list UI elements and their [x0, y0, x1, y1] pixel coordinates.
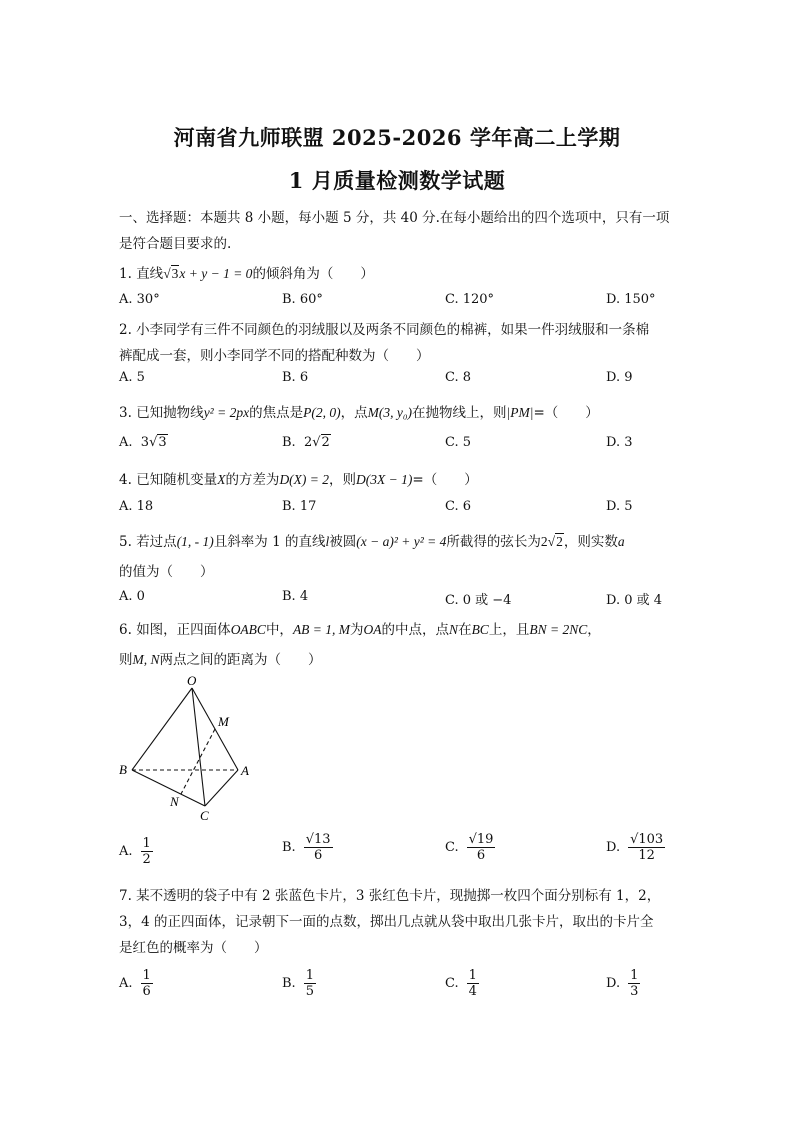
q1-option-b[interactable]: B. 60°: [282, 292, 323, 307]
label-B: B: [119, 762, 127, 777]
q3-option-c[interactable]: C. 5: [445, 435, 472, 450]
q2-option-c[interactable]: C. 8: [445, 370, 472, 385]
section-header: 一、选择题：本题共 8 小题，每小题 5 分，共 40 分.在每小题给出的四个选项中，只有一项: [119, 210, 670, 226]
q4-option-c[interactable]: C. 6: [445, 499, 472, 514]
q1-option-c[interactable]: C. 120°: [445, 292, 495, 307]
q6-option-d[interactable]: D. $\frac{√103}{12}$: [606, 832, 664, 863]
q3-option-b[interactable]: B. 2√2: [282, 435, 330, 450]
label-O: O: [187, 673, 197, 688]
q7-option-c[interactable]: C. $\frac{1}{4}$: [445, 968, 477, 999]
q5-option-a[interactable]: A. 0: [119, 589, 145, 604]
question-7-line1: 7. 某不透明的袋子中有 2 张蓝色卡片，3 张红色卡片，现抛掷一枚四个面分别标有 1，2，: [119, 888, 661, 904]
label-A: A: [241, 763, 249, 778]
question-4: 4. 已知随机变量X的方差为D(X) = 2，则D(3X − 1)=（ ）: [119, 472, 478, 488]
q7-option-a[interactable]: A. $\frac{1}{6}$: [119, 968, 151, 999]
q4-option-a[interactable]: A. 18: [119, 499, 154, 514]
tetrahedron-figure: [116, 672, 266, 824]
q3-option-d[interactable]: D. 3: [606, 435, 633, 450]
q5-option-b[interactable]: B. 4: [282, 589, 309, 604]
q2-option-d[interactable]: D. 9: [606, 370, 633, 385]
label-M: M: [218, 714, 229, 729]
q5-option-d[interactable]: D. 0 或 4: [606, 593, 663, 608]
question-2-line1: 2. 小李同学有三件不同颜色的羽绒服以及两条不同颜色的棉裤，如果一件羽绒服和一条棉: [119, 322, 650, 338]
question-7-line2: 3，4 的正四面体，记录朝下一面的点数，掷出几点就从袋中取出几张卡片，取出的卡片全: [119, 914, 654, 930]
q1-option-a[interactable]: A. 30°: [119, 292, 160, 307]
question-5-line1: 5. 若过点(1, - 1)且斜率为 1 的直线l被圆(x − a)² + y² = 4所截得的弦长为2√2，则实数a: [119, 534, 625, 550]
q7-option-b[interactable]: B. $\frac{1}{5}$: [282, 968, 314, 999]
label-N: N: [170, 794, 179, 809]
q2-option-b[interactable]: B. 6: [282, 370, 309, 385]
q1-option-d[interactable]: D. 150°: [606, 292, 656, 307]
q6-option-c[interactable]: C. $\frac{√19}{6}$: [445, 832, 494, 863]
question-6-line2: 则M, N两点之间的距离为（ ）: [119, 652, 322, 668]
question-2-line2: 裤配成一套，则小李同学不同的搭配种数为（ ）: [119, 348, 430, 364]
question-7-line3: 是红色的概率为（ ）: [119, 940, 268, 956]
q4-option-d[interactable]: D. 5: [606, 499, 633, 514]
q6-option-b[interactable]: B. $\frac{√13}{6}$: [282, 832, 331, 863]
q3-option-a[interactable]: A. 3√3: [119, 435, 167, 450]
q7-option-d[interactable]: D. $\frac{1}{3}$: [606, 968, 639, 999]
label-C: C: [200, 808, 209, 823]
exam-title-line2: 1 月质量检测数学试题: [288, 168, 506, 193]
exam-title-line1: 河南省九师联盟 2025-2026 学年高二上学期: [173, 125, 621, 150]
q5-option-c[interactable]: C. 0 或 −4: [445, 593, 512, 608]
q4-option-b[interactable]: B. 17: [282, 499, 317, 514]
section-header-cont: 是符合题目要求的.: [119, 236, 232, 252]
question-1: 1. 直线√3x + y − 1 = 0的倾斜角为（ ）: [119, 266, 374, 282]
question-3: 3. 已知抛物线y² = 2px的焦点是P(2, 0)，点M(3, y₀)在抛物线上，则|PM|=（ ）: [119, 405, 599, 421]
q6-option-a[interactable]: A. $\frac{1}{2}$: [119, 836, 151, 867]
question-5-line2: 的值为（ ）: [119, 564, 214, 580]
question-6-line1: 6. 如图，正四面体OABC中，AB = 1, M为OA的中点，点N在BC上，且BN = 2NC，: [119, 622, 601, 638]
q2-option-a[interactable]: A. 5: [119, 370, 145, 385]
